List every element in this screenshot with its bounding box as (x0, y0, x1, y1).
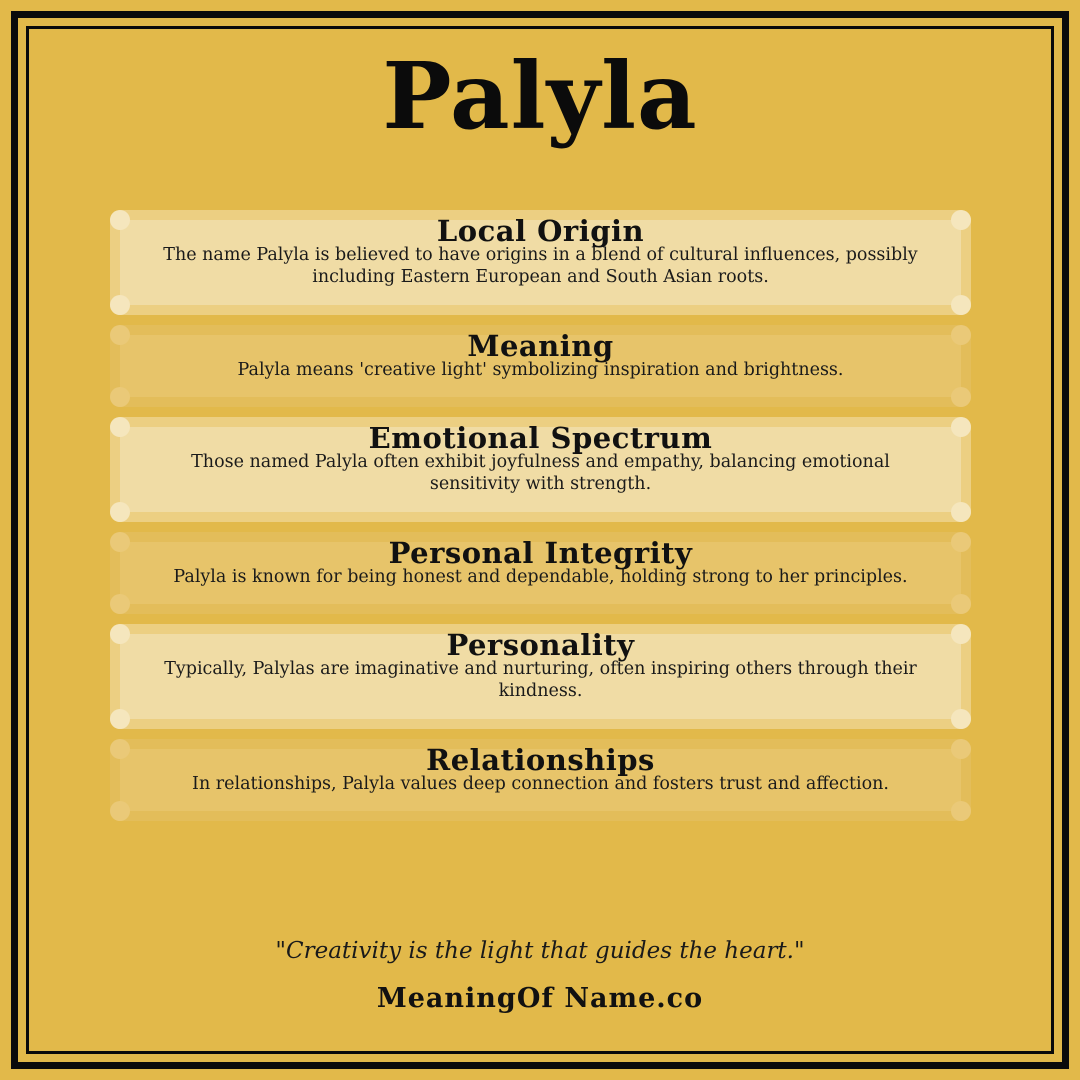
section-heading: Local Origin (436, 214, 645, 248)
section-heading: Personality (446, 628, 635, 662)
section-card-relationships (110, 739, 971, 821)
quote-close-mark: " (794, 938, 805, 964)
section-text: Palyla is known for being honest and dependable, holding strong to her principles. (173, 567, 908, 587)
section-text: In relationships, Palyla values deep connection and fosters trust and affection. (192, 774, 889, 794)
section-text: Those named Palyla often exhibit joyfulness and empathy, balancing emotional sensitivity with strength. (191, 452, 890, 494)
quote-open-mark: " (275, 938, 286, 964)
quote-text: Creativity is the light that guides the heart. (286, 938, 794, 964)
section-heading: Emotional Spectrum (368, 421, 713, 455)
section-heading: Personal Integrity (388, 536, 693, 570)
section-card-personal-integrity (110, 532, 971, 614)
section-text: Palyla means 'creative light' symbolizing inspiration and brightness. (237, 360, 844, 380)
section-heading: Meaning (467, 329, 614, 363)
section-card-local-origin (110, 210, 971, 315)
section-heading: Relationships (426, 743, 655, 777)
section-text: The name Palyla is believed to have origins in a blend of cultural influences, possibly including Eastern European and South Asian roots. (163, 245, 918, 287)
quote (0, 938, 1080, 964)
section-card-meaning (110, 325, 971, 407)
page-title: Palyla (382, 42, 698, 150)
site-name: MeaningOf Name.co (376, 983, 704, 1014)
section-card-personality (110, 624, 971, 729)
section-text: Typically, Palylas are imaginative and nurturing, often inspiring others through their kindness. (164, 659, 917, 701)
sections-list (110, 210, 971, 831)
section-card-emotional-spectrum (110, 417, 971, 522)
